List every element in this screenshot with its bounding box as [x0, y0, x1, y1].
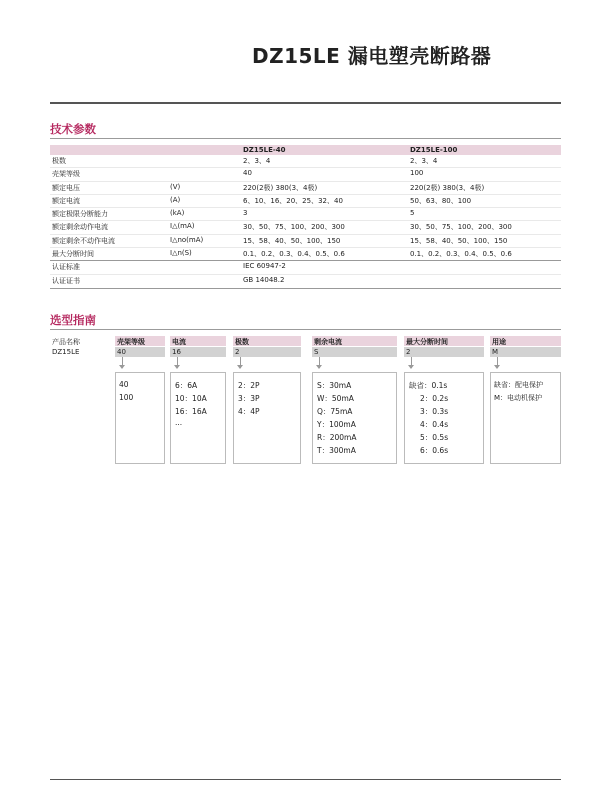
row-name: 额定电流: [52, 196, 80, 205]
option-item: 6：6A: [175, 381, 198, 390]
max-break-time-header: [404, 336, 484, 346]
row-unit: (kA): [170, 209, 185, 218]
row-value-40: 40: [243, 169, 252, 178]
specs-section-title: 技术参数: [50, 122, 96, 136]
row-name: 额定极限分断能力: [52, 210, 108, 219]
table-row: [50, 168, 561, 181]
usage-value: [490, 347, 561, 357]
residual-current-header-text: 剩余电流: [314, 338, 342, 346]
row-value-40: 15、58、40、50、100、150: [243, 236, 341, 245]
option-item: T：300mA: [317, 446, 356, 455]
residual-current-value: [312, 347, 397, 357]
option-item: 10：10A: [175, 394, 207, 403]
table-row: [50, 155, 561, 168]
option-item: 40: [119, 380, 129, 389]
poles-value: [233, 347, 301, 357]
row-value-40: 220(2极) 380(3、4极): [243, 183, 318, 192]
connector-arrow: [122, 357, 123, 368]
cert-name: 认证证书: [52, 277, 80, 286]
poles-header-text: 极数: [235, 338, 249, 346]
row-unit: (A): [170, 195, 181, 204]
option-item: ...: [175, 418, 183, 427]
frame-grade-value-text: 40: [117, 348, 126, 356]
option-item: 3：0.3s: [420, 407, 449, 416]
product-name-label: 产品名称: [52, 338, 80, 346]
row-unit: I△(mA): [170, 222, 195, 231]
row-name: 极数: [52, 157, 66, 165]
current-options: [170, 372, 226, 464]
current-value: [170, 347, 226, 357]
row-value-100: 30、50、75、100、200、300: [410, 223, 512, 232]
poles-header: [233, 336, 301, 346]
column-header-40: DZ15LE-40: [243, 146, 286, 154]
row-value-40: 6、10、16、20、25、32、40: [243, 196, 343, 205]
row-value-100: 220(2极) 380(3、4极): [410, 183, 485, 192]
residual-current-options: [312, 372, 397, 464]
cert-row: [50, 261, 561, 275]
max-break-time-header-text: 最大分断时间: [406, 338, 448, 346]
table-row: [50, 182, 561, 195]
frame-grade-header: [115, 336, 165, 346]
poles-value-text: 2: [235, 348, 240, 356]
table-row: [50, 208, 561, 221]
option-item: 缺省：配电保护: [494, 381, 543, 389]
row-unit: (V): [170, 182, 181, 191]
specs-table: [50, 145, 561, 289]
connector-arrow: [319, 357, 320, 368]
row-unit: I△n(S): [170, 249, 192, 258]
row-value-100: 5: [410, 209, 415, 218]
connector-arrow: [240, 357, 241, 368]
option-item: 缺省：0.1s: [409, 381, 448, 390]
table-row: [50, 235, 561, 248]
option-item: M：电动机保护: [494, 394, 543, 402]
current-value-text: 16: [172, 348, 181, 356]
specs-table-header: [50, 145, 561, 155]
option-item: 16：16A: [175, 407, 207, 416]
row-value-40: 3: [243, 209, 248, 218]
table-row: [50, 195, 561, 208]
row-value-40: 30、50、75、100、200、300: [243, 223, 345, 232]
frame-grade-header-text: 壳架等级: [117, 338, 145, 346]
column-header-100: DZ15LE-100: [410, 146, 458, 154]
option-item: S：30mA: [317, 381, 352, 390]
product-name-value: DZ15LE: [52, 348, 80, 356]
max-break-time-value-text: 2: [406, 348, 411, 356]
row-value-100: 15、58、40、50、100、150: [410, 236, 508, 245]
option-item: Q：75mA: [317, 407, 353, 416]
row-name: 额定剩余不动作电流: [52, 236, 115, 245]
selection-divider: [50, 329, 561, 330]
residual-current-value-text: S: [314, 348, 319, 356]
usage-header: [490, 336, 561, 346]
option-item: Y：100mA: [317, 420, 356, 429]
option-item: 2：0.2s: [420, 394, 449, 403]
row-value-100: 2、3、4: [410, 157, 438, 165]
table-row: [50, 221, 561, 234]
table-row: [50, 248, 561, 261]
row-name: 壳架等级: [52, 170, 80, 179]
poles-options: [233, 372, 301, 464]
row-name: 额定电压: [52, 183, 80, 192]
option-item: R：200mA: [317, 433, 357, 442]
usage-header-text: 用途: [492, 338, 506, 346]
residual-current-header: [312, 336, 397, 346]
max-break-time-value: [404, 347, 484, 357]
cert-value: GB 14048.2: [243, 276, 285, 285]
option-item: 6：0.6s: [420, 446, 449, 455]
row-name: 最大分断时间: [52, 250, 94, 259]
connector-arrow: [411, 357, 412, 368]
row-value-40: 0.1、0.2、0.3、0.4、0.5、0.6: [243, 250, 345, 259]
header-rule: [50, 102, 561, 104]
row-value-100: 50、63、80、100: [410, 196, 472, 205]
option-item: 3：3P: [238, 394, 260, 403]
specs-divider: [50, 138, 561, 139]
row-value-100: 0.1、0.2、0.3、0.4、0.5、0.6: [410, 250, 512, 259]
option-item: 5：0.5s: [420, 433, 449, 442]
frame-grade-options: [115, 372, 165, 464]
option-item: 4：0.4s: [420, 420, 449, 429]
option-item: 2：2P: [238, 381, 260, 390]
row-value-40: 2、3、4: [243, 157, 271, 165]
frame-grade-value: [115, 347, 165, 357]
usage-value-text: M: [492, 348, 499, 356]
cert-value: IEC 60947-2: [243, 262, 286, 271]
option-item: 100: [119, 393, 134, 402]
option-item: W：50mA: [317, 394, 354, 403]
row-value-100: 100: [410, 169, 424, 178]
row-unit: I△no(mA): [170, 235, 204, 244]
connector-arrow: [177, 357, 178, 368]
connector-arrow: [497, 357, 498, 368]
current-header: [170, 336, 226, 346]
cert-name: 认证标准: [52, 263, 80, 272]
selection-section-title: 选型指南: [50, 313, 96, 327]
cert-row: [50, 275, 561, 289]
usage-options: [490, 372, 561, 464]
page-title: DZ15LE 漏电塑壳断路器: [252, 44, 492, 68]
max-break-time-options: [404, 372, 484, 464]
row-name: 额定剩余动作电流: [52, 223, 108, 232]
footer-rule: [50, 779, 561, 780]
option-item: 4：4P: [238, 407, 260, 416]
current-header-text: 电流: [172, 338, 186, 346]
